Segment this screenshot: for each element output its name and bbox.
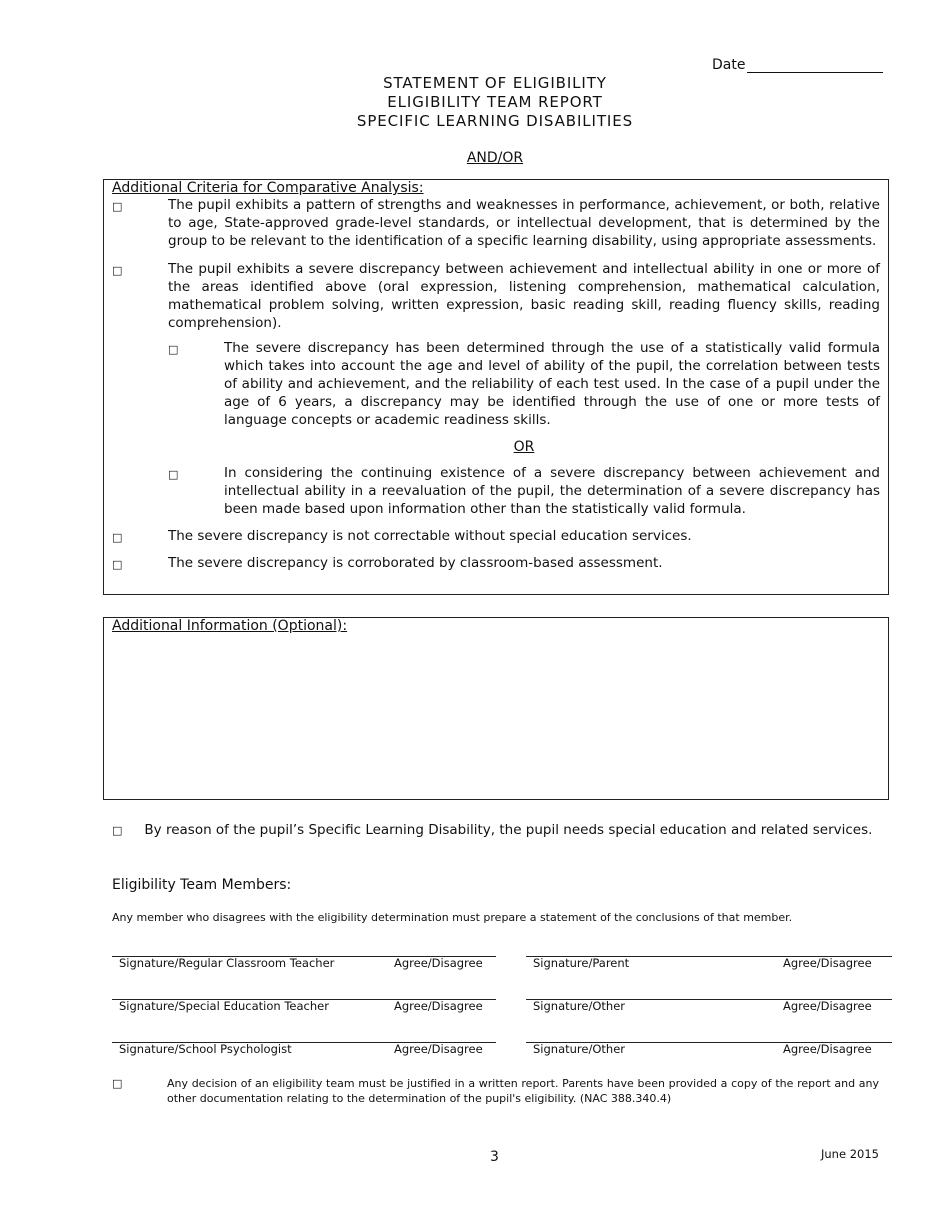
page-number: 3 [490, 1149, 499, 1165]
document-title [0, 74, 950, 131]
title-line-1: STATEMENT OF ELIGIBILITY [383, 74, 607, 92]
and-or-label: AND/OR [466, 150, 524, 166]
agree-disagree-label: Agree/Disagree [783, 999, 872, 1013]
criteria-section [103, 179, 889, 595]
signature-label-school-psychologist: Signature/School Psychologist [119, 1042, 292, 1056]
agree-disagree-label: Agree/Disagree [394, 999, 483, 1013]
signature-label-regular-teacher: Signature/Regular Classroom Teacher [119, 956, 335, 970]
written-report-note: Any decision of an eligibility team must be justified in a written report. Parents have been provided a copy of the report and any other documentation relating to the determination of the pupil's eligibility. (NAC 388.340.4) [167, 1077, 879, 1105]
criteria-heading: Additional Criteria for Comparative Analysis: [112, 180, 424, 196]
date-field [712, 57, 883, 73]
signature-label-other: Signature/Other [533, 1042, 626, 1056]
signature-label-special-ed-teacher: Signature/Special Education Teacher [119, 999, 329, 1013]
checkbox-needs-services[interactable]: □ [112, 824, 123, 837]
checkbox-not-correctable[interactable]: □ [112, 531, 123, 544]
needs-services-statement [112, 821, 880, 840]
criteria-sub-reevaluation: In considering the continuing existence of a severe discrepancy between achievement and intellectual ability in a reevaluation of the pupil, the determination of a severe discrepancy has been made based upon information other than the statistically valid formula. [224, 465, 880, 517]
agree-disagree-label: Agree/Disagree [783, 956, 872, 970]
agree-disagree-label: Agree/Disagree [394, 956, 483, 970]
checkbox-severe-discrepancy[interactable]: □ [112, 264, 123, 277]
date-blank-line[interactable] [747, 58, 883, 73]
criteria-item-not-correctable: The severe discrepancy is not correctable without special education services. [168, 528, 692, 544]
checkbox-corroborated[interactable]: □ [112, 558, 123, 571]
or-label: OR [513, 439, 535, 455]
date-label: Date [712, 57, 746, 73]
revision-date: June 2015 [821, 1147, 879, 1161]
signature-label-other: Signature/Other [533, 999, 626, 1013]
checkbox-pattern-strengths[interactable]: □ [112, 200, 123, 213]
title-line-3: SPECIFIC LEARNING DISABILITIES [356, 112, 634, 130]
agree-disagree-label: Agree/Disagree [394, 1042, 483, 1056]
criteria-item-discrepancy: The pupil exhibits a severe discrepancy between achievement and intellectual ability in one or more of the areas identified above (oral expression, listening comprehension, mathematical calculation, mathematical problem solving, written expression, basic reading skill, reading fluency skills, reading comprehension). [168, 261, 880, 331]
criteria-item-pattern: The pupil exhibits a pattern of strengths and weaknesses in performance, achievement, or both, relative to age, State-approved grade-level standards, or intellectual development, that is determined by the group to be relevant to the identification of a specific learning disability, using appropriate assessments. [168, 197, 880, 249]
criteria-item-corroborated: The severe discrepancy is corroborated by classroom-based assessment. [168, 555, 663, 571]
team-members-heading: Eligibility Team Members: [112, 877, 292, 893]
criteria-sub-formula: The severe discrepancy has been determined through the use of a statistically valid formula which takes into account the age and level of ability of the pupil, the correlation between tests of ability and achievement, and the reliability of each test used. In the case of a pupil under the age of 6 years, a discrepancy may be identified through the use of one or more tests of language concepts or academic readiness skills. [224, 340, 880, 428]
agree-disagree-label: Agree/Disagree [783, 1042, 872, 1056]
title-line-2: ELIGIBILITY TEAM REPORT [387, 93, 603, 111]
checkbox-parents-copy[interactable]: □ [112, 1077, 123, 1090]
checkbox-statistical-formula[interactable]: □ [168, 343, 179, 356]
signature-label-parent: Signature/Parent [533, 956, 630, 970]
additional-info-box[interactable] [103, 617, 889, 800]
additional-info-heading: Additional Information (Optional): [112, 618, 348, 634]
checkbox-reevaluation[interactable]: □ [168, 468, 179, 481]
disagree-note: Any member who disagrees with the eligibility determination must prepare a statement of the conclusions of that member. [112, 911, 793, 924]
needs-services-text: By reason of the pupil’s Specific Learning Disability, the pupil needs special education and related services. [144, 822, 873, 838]
